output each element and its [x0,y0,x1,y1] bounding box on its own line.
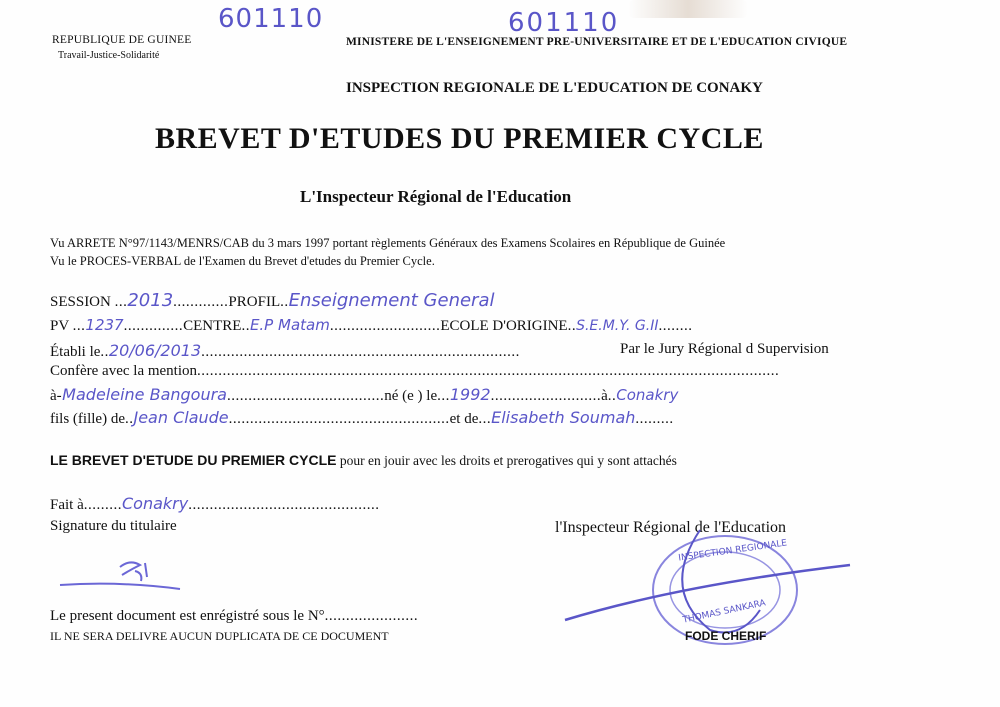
fils-label: fils (fille) de [50,411,125,427]
brevet-statement-rest: pour en jouir avec les droits et prerogatives qui y sont attachés [339,453,677,468]
profil-label: PROFIL [228,294,281,310]
motto: Travail-Justice-Solidarité [58,50,160,61]
ecole-label: ECOLE D'ORIGINE [440,318,568,334]
session-label: SESSION [50,294,111,310]
inspecteur-signature-label: l'Inspecteur Régional de l'Education [555,519,787,536]
confere-label: Confère avec la mention [50,363,198,379]
session-value: 2013 [127,290,174,311]
jury-text: Par le Jury Régional d Supervision [620,341,829,357]
ecole-value: S.E.M.Y. G.II [576,318,659,334]
registration-text: Le present document est enrégistré sous le N° [50,608,325,624]
etabli-value: 20/06/2013 [108,341,202,360]
ministry-label: MINISTERE DE L'ENSEIGNEMENT PRE-UNIVERSITAIRE ET DE L'EDUCATION CIVIQUE [346,36,848,48]
birth-year: 1992 [449,385,491,404]
centre-label: CENTRE [183,318,242,334]
session-row: SESSION ...2013.............PROFIL..Enseignement General [50,290,495,311]
inspection-label: INSPECTION REGIONALE DE L'EDUCATION DE CONAKY [346,80,763,96]
holder-signature [55,555,195,595]
confere-row: Confère avec la mention......................................................................................................................................... [50,363,780,379]
birth-place: Conakry [616,386,679,404]
republic-label: REPUBLIQUE DE GUINEE [52,34,192,46]
ne-a-label: à [601,388,608,404]
duplicate-notice: IL NE SERA DELIVRE AUCUN DUPLICATA DE CE DOCUMENT [50,629,389,643]
profil-value: Enseignement General [288,290,495,311]
signatory-name: FODE CHERIF [685,629,767,643]
pv-label: PV [50,318,69,334]
handwritten-number-left: 601110 [218,4,324,34]
centre-value: E.P Matam [249,316,330,334]
registration-row: Le present document est enrégistré sous le N°...................... [50,608,419,624]
fait-label: Fait à [50,497,84,513]
ne-label: né (e ) le [384,388,438,404]
parents-row: fils (fille) de..Jean Claude....................................................et de...Elisabeth Soumah......... [50,408,674,427]
stamp-ring-text: INSPECTION REGIONALE [677,538,788,564]
certificate-title: BREVET D'ETUDES DU PREMIER CYCLE [155,122,764,155]
handwritten-number-right: 601110 [508,8,620,38]
certificate-subtitle: L'Inspecteur Régional de l'Education [300,187,572,206]
etabli-label: Établi le [50,344,101,360]
signature-titulaire-label: Signature du titulaire [50,518,177,534]
etabli-row: Établi le..20/06/2013........................................................................... [50,341,520,360]
holder-name: Madeleine Bangoura [62,385,227,404]
preamble-line-2: Vu le PROCES-VERBAL de l'Examen du Brevet d'etudes du Premier Cycle. [50,254,435,268]
stamp-name: THOMAS SANKARA [681,598,767,626]
brevet-statement-bold: LE BREVET D'ETUDE DU PREMIER CYCLE [50,452,337,468]
pv-value: 1237 [85,316,124,334]
a-label: à [50,388,57,404]
fait-value: Conakry [122,494,189,513]
et-de-label: et de [449,411,479,427]
preamble-line-1: Vu ARRETE N°97/1143/MENRS/CAB du 3 mars 1997 portant règlements Généraux des Examens Scolaires en République de Guinée [50,236,726,250]
mother-name: Elisabeth Soumah [491,408,636,427]
name-row: à-Madeleine Bangoura.....................................né (e ) le...1992..........................à..Conakry [50,385,679,404]
father-name: Jean Claude [133,408,229,427]
paper-stain [628,0,748,18]
brevet-statement [50,452,677,469]
fait-row: Fait à.........Conakry............................................. [50,494,380,513]
pv-row: PV ...1237..............CENTRE..E.P Matam..........................ECOLE D'ORIGINE..S.E.M.Y. G.II........ [50,316,693,334]
